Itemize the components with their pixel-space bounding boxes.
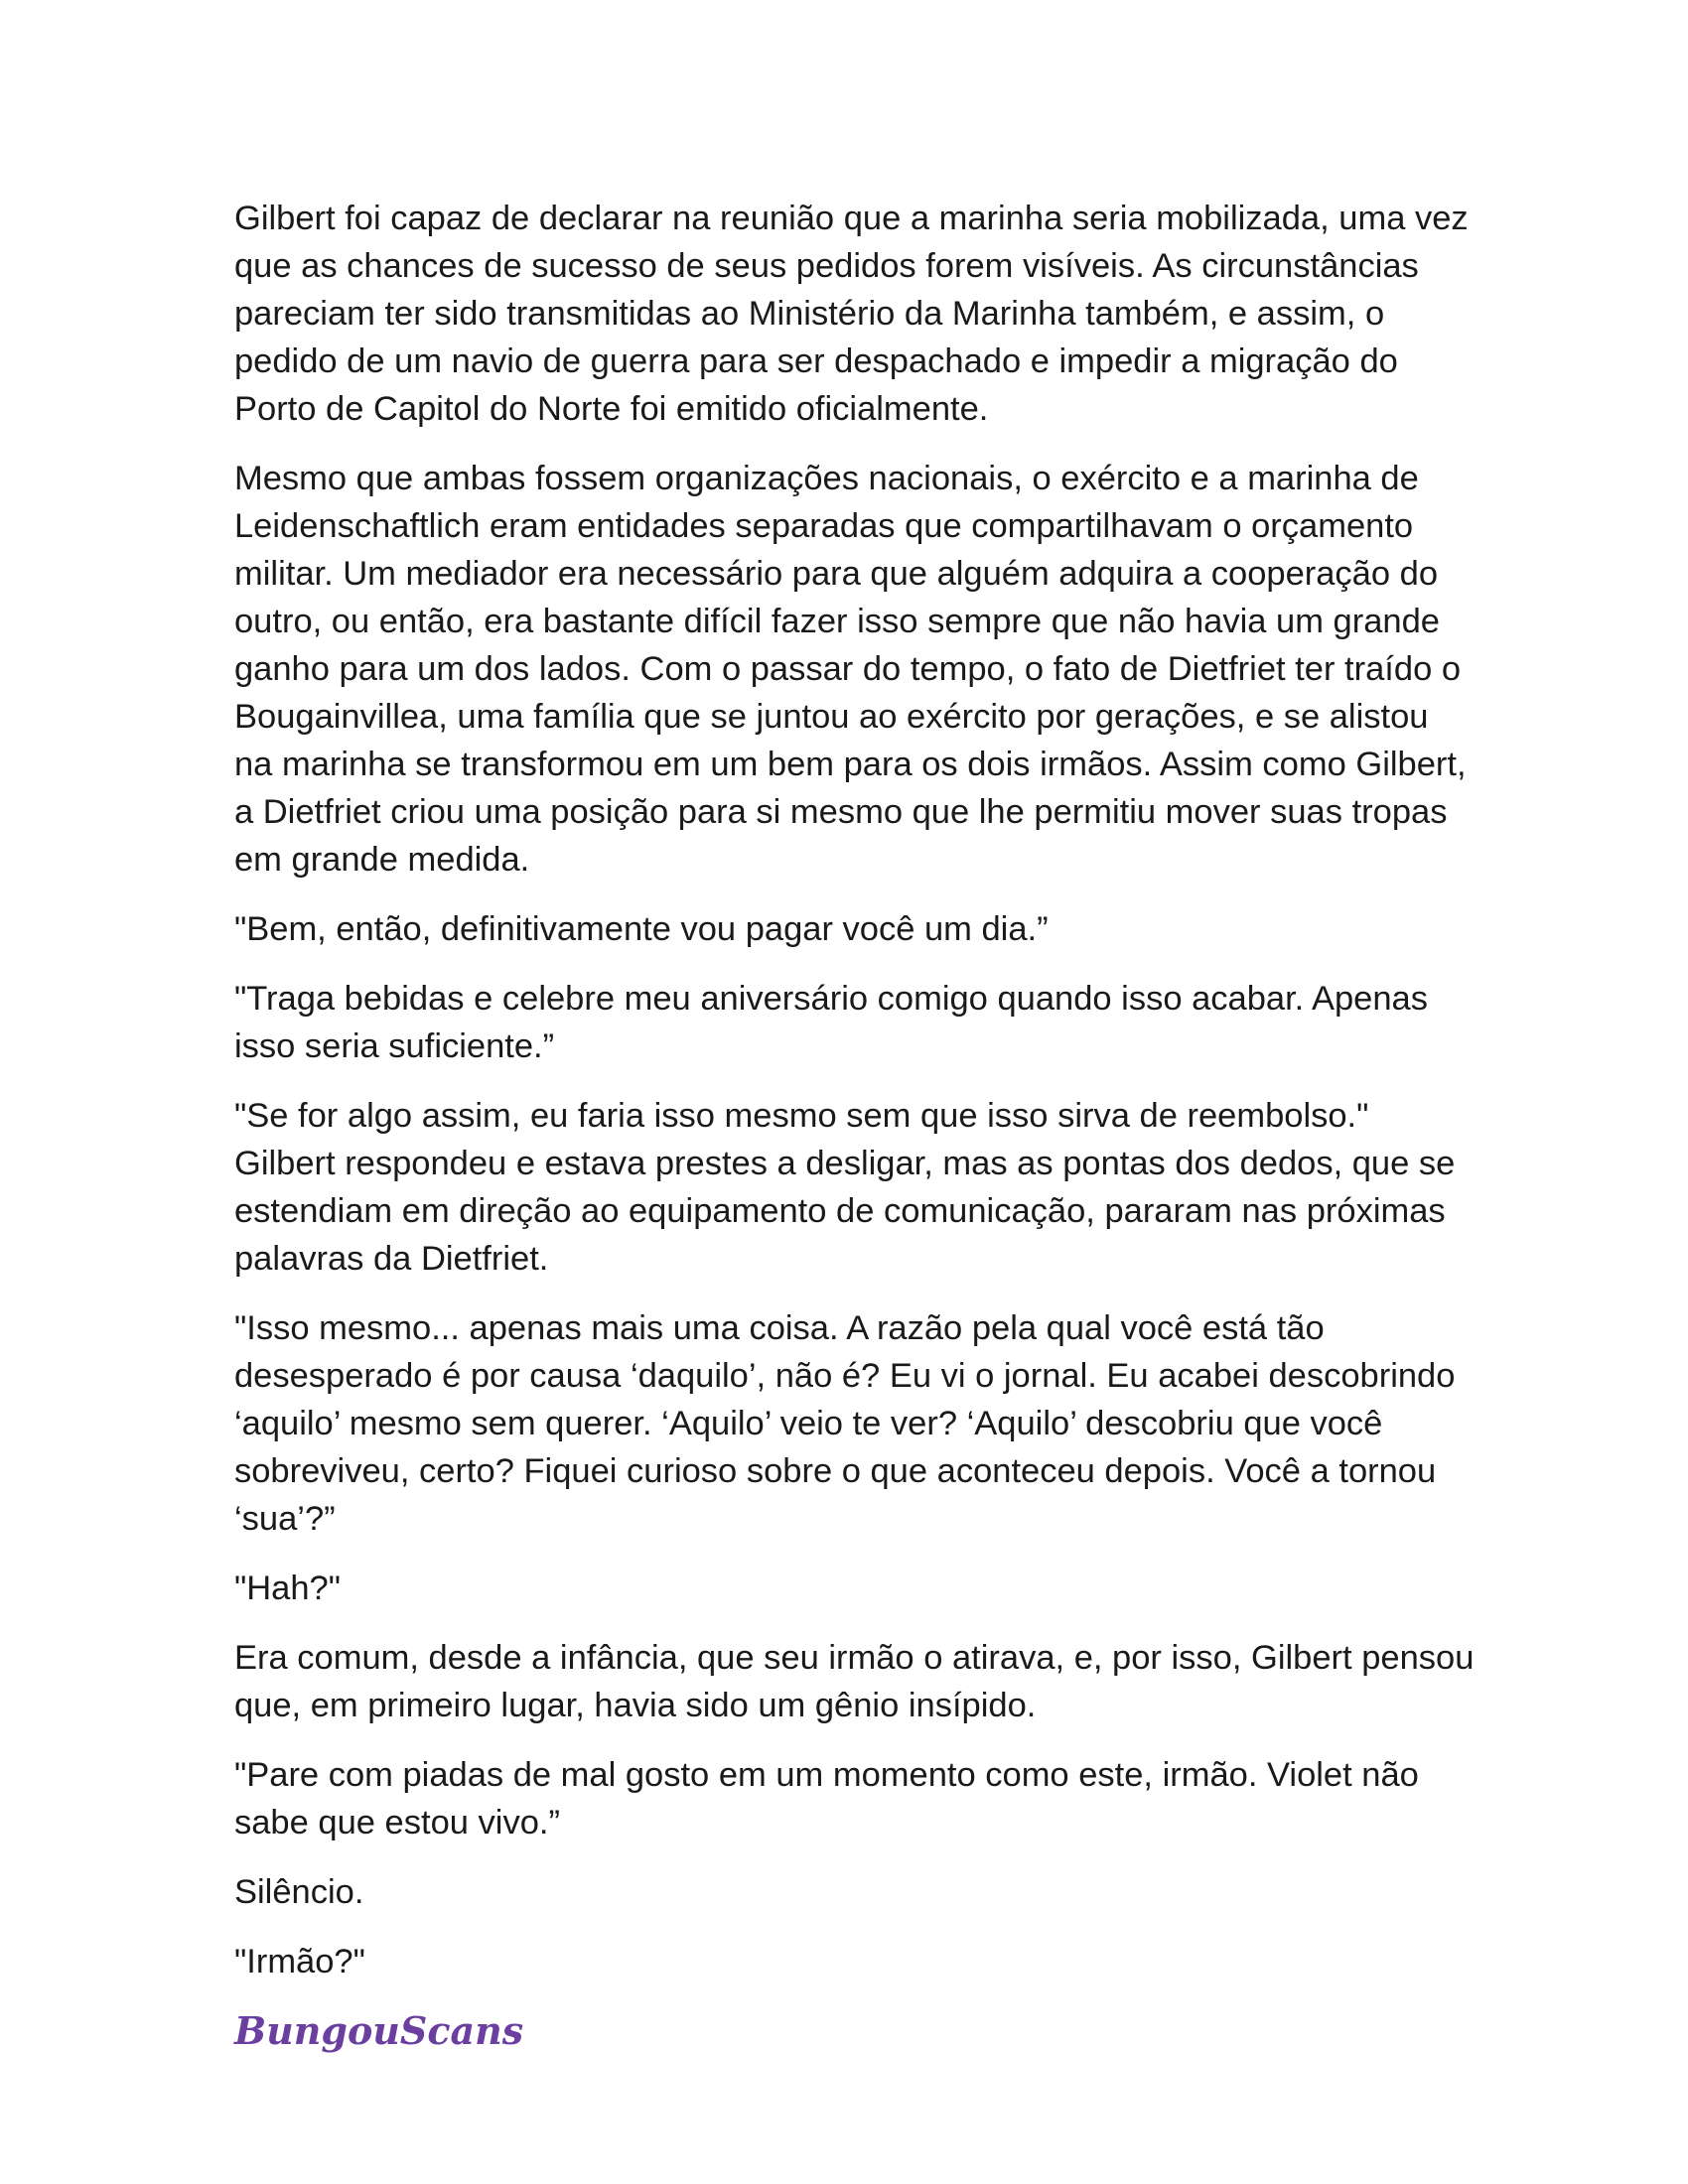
paragraph: "Isso mesmo... apenas mais uma coisa. A razão pela qual você está tão desesperado é por causa ‘daquilo’, não é? Eu vi o jornal. Eu acabei descobrindo ‘aquilo’ mesmo sem querer. ‘Aquilo’ veio te ver? ‘Aquilo’ descobriu que você sobreviveu, certo? Fiquei curioso sobre o que aconteceu depois. Você a tornou ‘sua’?”: [234, 1309, 1456, 1538]
scanlator-watermark: BungouScans: [234, 2008, 524, 2053]
paragraph: Gilbert foi capaz de declarar na reunião que a marinha seria mobilizada, uma vez que as chances de sucesso de seus pedidos forem visíveis. As circunstâncias pareciam ter sido transmitidas ao Ministério da Marinha também, e assim, o pedido de um navio de guerra para ser despachado e impedir a migração do Porto de Capitol do Norte foi emitido oficialmente.: [234, 200, 1469, 428]
paragraph: "Se for algo assim, eu faria isso mesmo sem que isso sirva de reembolso." Gilbert respondeu e estava prestes a desligar, mas as pontas dos dedos, que se estendiam em direção ao equipamento de comunicação, pararam nas próximas palavras da Dietfriet.: [234, 1097, 1456, 1278]
paragraph: Mesmo que ambas fossem organizações nacionais, o exército e a marinha de Leidenschaftlich eram entidades separadas que compartilhavam o orçamento militar. Um mediador era necessário para que alguém adquira a cooperação do outro, ou então, era bastante difícil fazer isso sempre que não havia um grande ganho para um dos lados. Com o passar do tempo, o fato de Dietfriet ter traído o Bougainvillea, uma família que se juntou ao exército por gerações, e se alistou na marinha se transformou em um bem para os dois irmãos. Assim como Gilbert, a Dietfriet criou uma posição para si mesmo que lhe permitiu mover suas tropas em grande medida.: [234, 460, 1467, 879]
paragraph: "Traga bebidas e celebre meu aniversário comigo quando isso acabar. Apenas isso seria suficiente.”: [234, 980, 1428, 1065]
paragraph: "Irmão?": [234, 1943, 365, 1980]
paragraph: "Hah?": [234, 1570, 341, 1607]
paragraph: "Bem, então, definitivamente vou pagar você um dia.”: [234, 910, 1049, 948]
paragraph: "Pare com piadas de mal gosto em um momento como este, irmão. Violet não sabe que estou vivo.”: [234, 1756, 1419, 1842]
document-body: [234, 195, 1476, 2055]
paragraph: Silêncio.: [234, 1873, 364, 1911]
paragraph: Era comum, desde a infância, que seu irmão o atirava, e, por isso, Gilbert pensou que, em primeiro lugar, havia sido um gênio insípido.: [234, 1639, 1475, 1724]
